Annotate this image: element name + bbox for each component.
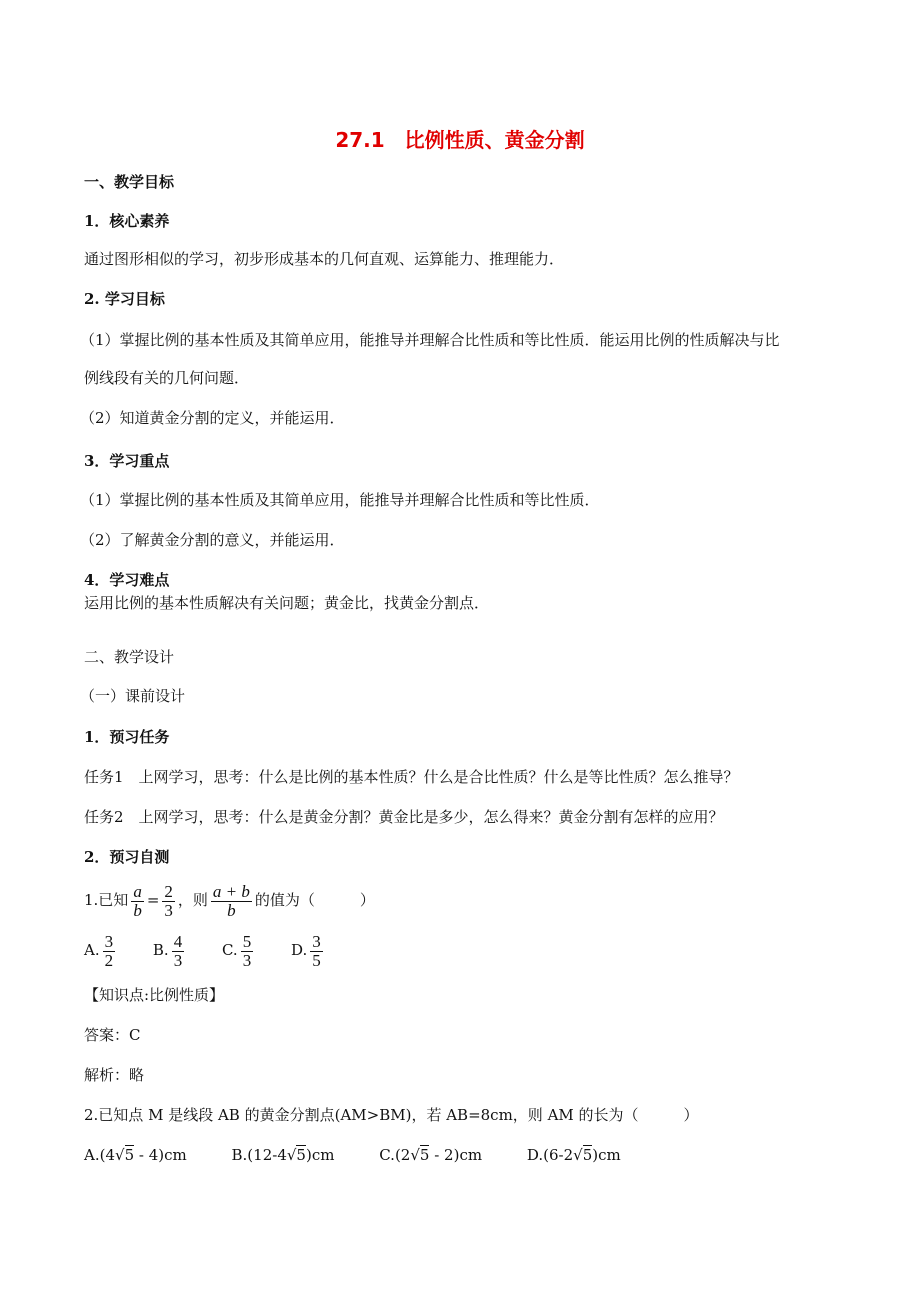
numerator: 5 [242, 931, 252, 951]
option-b [153, 930, 187, 970]
option-a [84, 1145, 187, 1165]
option-d [527, 1145, 621, 1165]
text: 1.已知 [84, 891, 129, 909]
page-title: 27.1 比例性质、黄金分割 [335, 128, 585, 152]
task-2: 任务2 上网学习，思考：什么是黄金分割？黄金比是多少，怎么得来？黄金分割有怎样的应用？ [84, 808, 724, 826]
paragraph: 例线段有关的几何问题． [84, 369, 250, 387]
fraction [310, 933, 323, 970]
denominator: 3 [173, 950, 183, 970]
text: C.(2√ [379, 1146, 420, 1164]
numerator: 3 [104, 931, 114, 951]
subheading: 2．预习自测 [84, 848, 170, 866]
paragraph: （1）掌握比例的基本性质及其简单应用，能推导并理解合比性质和等比性质．能运用比例的性质解决与比 [80, 331, 780, 349]
option-label: D. [290, 941, 308, 959]
question-1-stem [84, 880, 375, 920]
paragraph: （1）掌握比例的基本性质及其简单应用，能推导并理解合比性质和等比性质． [80, 491, 600, 509]
text: D.(6-2√ [526, 1146, 583, 1164]
numerator: 3 [312, 931, 321, 951]
text: 的值为（ ） [254, 891, 375, 909]
question-2-stem: 2.已知点 M 是线段 AB 的黄金分割点(AM>BM)，若 AB=8cm，则 AM 的长为（ ） [84, 1106, 699, 1124]
denominator: b [227, 900, 236, 920]
paragraph: （2）知道黄金分割的定义，并能运用． [80, 409, 345, 427]
option-label: A. [84, 941, 100, 959]
numerator: a + b [212, 881, 250, 901]
knowledge-point: 【知识点:比例性质】 [84, 986, 225, 1004]
fraction [241, 933, 254, 970]
option-d [291, 930, 326, 970]
radicand: 5 [296, 1146, 306, 1164]
text: B.(12-4√ [231, 1146, 297, 1164]
fraction-2-over-3 [162, 883, 175, 920]
subheading: 4．学习难点 [84, 571, 170, 589]
task-1: 任务1 上网学习，思考：什么是比例的基本性质？什么是合比性质？什么是等比性质？怎么推导？ [84, 768, 739, 786]
section-heading: 一、教学目标 [84, 173, 175, 191]
numerator: 2 [164, 881, 173, 901]
subheading: 1．预习任务 [84, 728, 170, 746]
radicand: 5 [419, 1146, 430, 1164]
numerator: 4 [173, 931, 183, 951]
text: A.(4√ [84, 1146, 125, 1164]
option-c [222, 930, 256, 970]
radicand: 5 [582, 1146, 593, 1164]
denominator: 3 [242, 950, 252, 970]
option-c [379, 1145, 482, 1165]
paragraph: 通过图形相似的学习，初步形成基本的几何直观、运算能力、推理能力． [84, 250, 565, 268]
fraction-a-over-b [131, 883, 144, 920]
fraction [172, 933, 185, 970]
text: ，则 [177, 891, 208, 909]
paragraph: （2）了解黄金分割的意义，并能运用． [80, 531, 345, 549]
section-heading: 二、教学设计 [84, 648, 175, 666]
question-2-options [84, 1145, 651, 1165]
answer: 答案：C [84, 1026, 141, 1044]
analysis: 解析：略 [84, 1066, 145, 1084]
fraction-a-plus-b-over-b [211, 883, 252, 920]
text: )cm [305, 1146, 335, 1164]
text: )cm [592, 1146, 621, 1164]
denominator: 5 [312, 950, 321, 970]
text: - 4)cm [134, 1146, 187, 1164]
question-1-options [84, 930, 356, 970]
option-b [232, 1145, 335, 1165]
denominator: 3 [164, 900, 173, 920]
subheading: （一）课前设计 [80, 687, 186, 705]
text: - 2)cm [429, 1146, 483, 1164]
subheading: 3．学习重点 [84, 452, 170, 470]
numerator: a [133, 881, 142, 901]
radicand: 5 [124, 1146, 135, 1164]
denominator: 2 [104, 950, 114, 970]
fraction [103, 933, 116, 970]
option-label: C. [221, 941, 238, 959]
paragraph: 运用比例的基本性质解决有关问题；黄金比，找黄金分割点． [84, 594, 490, 612]
equals: = [146, 891, 160, 909]
subheading: 2. 学习目标 [84, 290, 165, 308]
option-a [84, 930, 118, 970]
denominator: b [133, 900, 142, 920]
option-label: B. [152, 941, 169, 959]
subheading: 1．核心素养 [84, 212, 170, 230]
